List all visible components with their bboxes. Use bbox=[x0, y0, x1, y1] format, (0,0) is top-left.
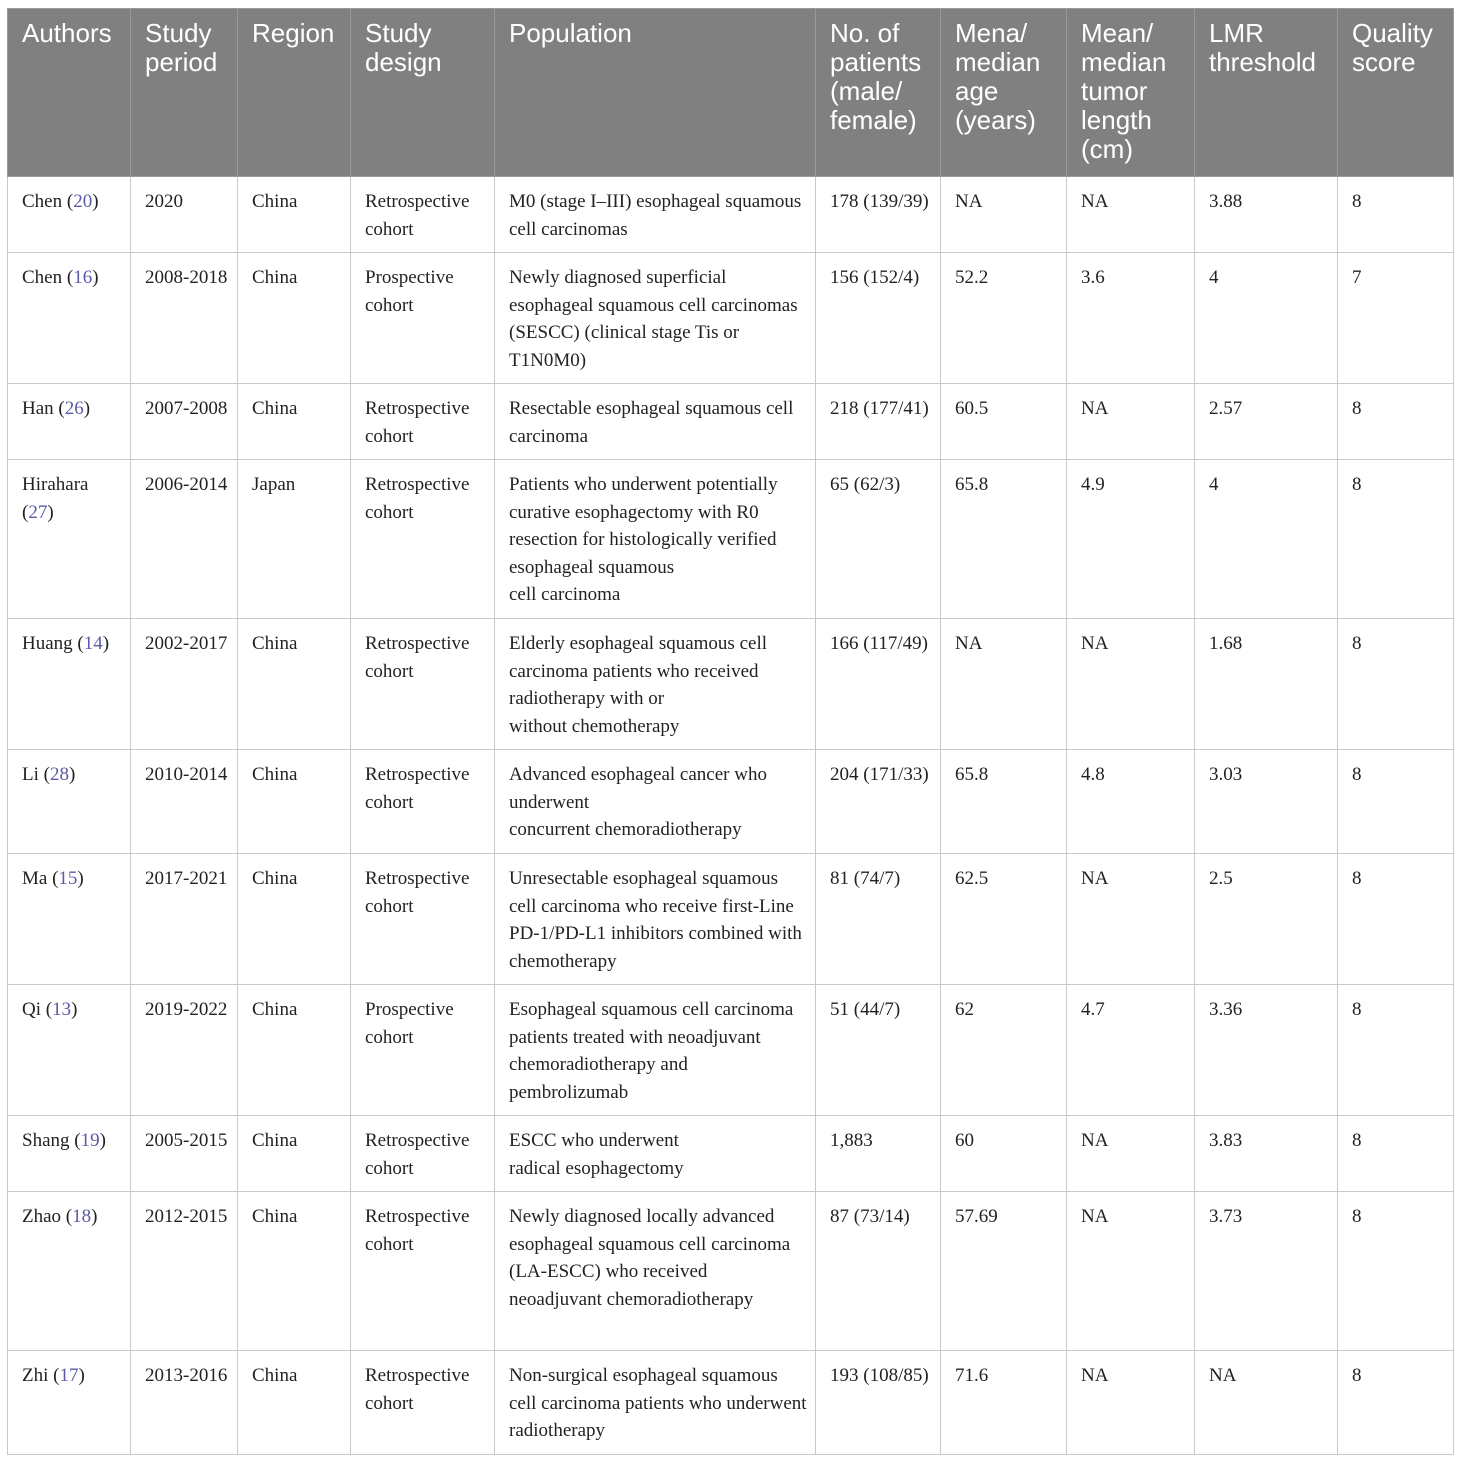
cell-population: M0 (stage I–III) esophageal squamous cell carcinomas bbox=[495, 177, 816, 253]
cell-population: Newly diagnosed superficial esophageal squamous cell carcinomas (SESCC) (clinical stage Tis or T1N0M0) bbox=[495, 253, 816, 384]
cell-study-design: Retrospective cohort bbox=[351, 1116, 495, 1192]
cell-no-of-patients: 204 (171/33) bbox=[816, 750, 941, 854]
cell-tumor-length: 4.7 bbox=[1067, 985, 1195, 1116]
table-row bbox=[8, 460, 1454, 619]
cell-study-design: Retrospective cohort bbox=[351, 177, 495, 253]
cell-author: Chen (20) bbox=[8, 177, 131, 253]
cell-no-of-patients: 218 (177/41) bbox=[816, 384, 941, 460]
cell-tumor-length: NA bbox=[1067, 1116, 1195, 1192]
cell-quality-score: 8 bbox=[1338, 1192, 1454, 1351]
cell-study-design: Retrospective cohort bbox=[351, 384, 495, 460]
reference-link[interactable]: 28 bbox=[49, 764, 69, 785]
cell-population: Esophageal squamous cell carcinoma patients treated with neoadjuvant chemoradiotherapy and pembrolizumab bbox=[495, 985, 816, 1116]
cell-region: China bbox=[238, 177, 351, 253]
cell-tumor-length: 4.8 bbox=[1067, 750, 1195, 854]
header-row bbox=[8, 9, 1454, 177]
table-body bbox=[8, 177, 1454, 1455]
cell-study-period: 2006-2014 bbox=[131, 460, 238, 619]
cell-no-of-patients: 1,883 bbox=[816, 1116, 941, 1192]
cell-age: 62 bbox=[941, 985, 1067, 1116]
cell-study-design: Retrospective cohort bbox=[351, 1351, 495, 1455]
cell-study-period: 2020 bbox=[131, 177, 238, 253]
cell-lmr-threshold: 3.36 bbox=[1195, 985, 1338, 1116]
cell-quality-score: 7 bbox=[1338, 253, 1454, 384]
cell-age: 62.5 bbox=[941, 854, 1067, 985]
cell-population: Elderly esophageal squamous cell carcinoma patients who received radiotherapy with or without chemotherapy bbox=[495, 619, 816, 750]
cell-author: Han (26) bbox=[8, 384, 131, 460]
cell-age: 60 bbox=[941, 1116, 1067, 1192]
cell-study-design: Prospective cohort bbox=[351, 985, 495, 1116]
cell-region: China bbox=[238, 985, 351, 1116]
author-name: Zhao bbox=[22, 1206, 62, 1227]
cell-quality-score: 8 bbox=[1338, 985, 1454, 1116]
cell-population: Patients who underwent potentially curative esophagectomy with R0 resection for histologically verified esophageal squamous cell carcinoma bbox=[495, 460, 816, 619]
cell-no-of-patients: 87 (73/14) bbox=[816, 1192, 941, 1351]
cell-tumor-length: NA bbox=[1067, 384, 1195, 460]
study-characteristics-table bbox=[7, 8, 1454, 1455]
table-row bbox=[8, 253, 1454, 384]
cell-study-design: Retrospective cohort bbox=[351, 1192, 495, 1351]
cell-lmr-threshold: 3.88 bbox=[1195, 177, 1338, 253]
cell-region: China bbox=[238, 750, 351, 854]
cell-quality-score: 8 bbox=[1338, 619, 1454, 750]
author-name: Ma bbox=[22, 868, 48, 889]
cell-study-period: 2008-2018 bbox=[131, 253, 238, 384]
cell-study-period: 2010-2014 bbox=[131, 750, 238, 854]
cell-population: Unresectable esophageal squamous cell carcinoma who receive first-Line PD-1/PD-L1 inhibitors combined with chemotherapy bbox=[495, 854, 816, 985]
cell-population: Resectable esophageal squamous cell carcinoma bbox=[495, 384, 816, 460]
table-row bbox=[8, 619, 1454, 750]
reference-link[interactable]: 14 bbox=[83, 633, 103, 654]
cell-tumor-length: 4.9 bbox=[1067, 460, 1195, 619]
reference-link[interactable]: 27 bbox=[28, 501, 48, 523]
cell-study-design: Retrospective cohort bbox=[351, 619, 495, 750]
table-row bbox=[8, 1192, 1454, 1351]
reference-link[interactable]: 13 bbox=[52, 999, 72, 1020]
cell-region: China bbox=[238, 1192, 351, 1351]
header-population: Population bbox=[495, 9, 816, 177]
cell-author: Zhao (18) bbox=[8, 1192, 131, 1351]
table-row bbox=[8, 750, 1454, 854]
cell-quality-score: 8 bbox=[1338, 1351, 1454, 1455]
cell-region: China bbox=[238, 619, 351, 750]
author-name: Shang bbox=[22, 1130, 70, 1151]
cell-tumor-length: NA bbox=[1067, 1351, 1195, 1455]
cell-no-of-patients: 65 (62/3) bbox=[816, 460, 941, 619]
cell-author: Qi (13) bbox=[8, 985, 131, 1116]
cell-author: Chen (16) bbox=[8, 253, 131, 384]
cell-age: 71.6 bbox=[941, 1351, 1067, 1455]
cell-no-of-patients: 178 (139/39) bbox=[816, 177, 941, 253]
reference-link[interactable]: 17 bbox=[59, 1365, 79, 1386]
table-row bbox=[8, 1116, 1454, 1192]
cell-tumor-length: NA bbox=[1067, 619, 1195, 750]
cell-region: China bbox=[238, 854, 351, 985]
cell-tumor-length: NA bbox=[1067, 854, 1195, 985]
cell-no-of-patients: 166 (117/49) bbox=[816, 619, 941, 750]
cell-study-design: Prospective cohort bbox=[351, 253, 495, 384]
cell-region: China bbox=[238, 1116, 351, 1192]
reference-link[interactable]: 20 bbox=[73, 191, 93, 212]
table-row bbox=[8, 1351, 1454, 1455]
cell-lmr-threshold: 1.68 bbox=[1195, 619, 1338, 750]
reference-link[interactable]: 26 bbox=[64, 398, 84, 419]
cell-age: NA bbox=[941, 177, 1067, 253]
cell-lmr-threshold: 2.57 bbox=[1195, 384, 1338, 460]
cell-lmr-threshold: NA bbox=[1195, 1351, 1338, 1455]
author-name: Chen bbox=[22, 267, 63, 288]
cell-no-of-patients: 193 (108/85) bbox=[816, 1351, 941, 1455]
header-study-period: Study period bbox=[131, 9, 238, 177]
cell-age: 60.5 bbox=[941, 384, 1067, 460]
cell-lmr-threshold: 3.83 bbox=[1195, 1116, 1338, 1192]
cell-study-period: 2005-2015 bbox=[131, 1116, 238, 1192]
cell-age: 65.8 bbox=[941, 750, 1067, 854]
cell-lmr-threshold: 2.5 bbox=[1195, 854, 1338, 985]
table-row bbox=[8, 985, 1454, 1116]
reference-link[interactable]: 16 bbox=[73, 267, 93, 288]
cell-age: 65.8 bbox=[941, 460, 1067, 619]
cell-tumor-length: 3.6 bbox=[1067, 253, 1195, 384]
cell-lmr-threshold: 4 bbox=[1195, 253, 1338, 384]
table-row bbox=[8, 854, 1454, 985]
cell-study-design: Retrospective cohort bbox=[351, 460, 495, 619]
cell-no-of-patients: 81 (74/7) bbox=[816, 854, 941, 985]
author-name: Li bbox=[22, 764, 39, 785]
cell-author: Zhi (17) bbox=[8, 1351, 131, 1455]
cell-study-period: 2012-2015 bbox=[131, 1192, 238, 1351]
cell-author: Hirahara (27) bbox=[8, 460, 131, 619]
cell-lmr-threshold: 4 bbox=[1195, 460, 1338, 619]
cell-quality-score: 8 bbox=[1338, 1116, 1454, 1192]
header-age: Mena/ median age (years) bbox=[941, 9, 1067, 177]
cell-quality-score: 8 bbox=[1338, 854, 1454, 985]
cell-quality-score: 8 bbox=[1338, 177, 1454, 253]
cell-age: 57.69 bbox=[941, 1192, 1067, 1351]
cell-region: China bbox=[238, 1351, 351, 1455]
cell-lmr-threshold: 3.73 bbox=[1195, 1192, 1338, 1351]
cell-population: Newly diagnosed locally advanced esophageal squamous cell carcinoma (LA-ESCC) who received neoadjuvant chemoradiotherapy bbox=[495, 1192, 816, 1351]
author-name: Qi bbox=[22, 999, 41, 1020]
cell-no-of-patients: 156 (152/4) bbox=[816, 253, 941, 384]
cell-no-of-patients: 51 (44/7) bbox=[816, 985, 941, 1116]
reference-link[interactable]: 19 bbox=[80, 1130, 100, 1151]
cell-age: NA bbox=[941, 619, 1067, 750]
table-header bbox=[8, 9, 1454, 177]
author-name: Han bbox=[22, 398, 54, 419]
cell-age: 52.2 bbox=[941, 253, 1067, 384]
cell-study-period: 2002-2017 bbox=[131, 619, 238, 750]
cell-tumor-length: NA bbox=[1067, 1192, 1195, 1351]
cell-region: Japan bbox=[238, 460, 351, 619]
cell-author: Huang (14) bbox=[8, 619, 131, 750]
cell-author: Shang (19) bbox=[8, 1116, 131, 1192]
header-region: Region bbox=[238, 9, 351, 177]
author-name: Zhi bbox=[22, 1365, 49, 1386]
author-name: Huang bbox=[22, 633, 73, 654]
reference-link[interactable]: 15 bbox=[58, 868, 78, 889]
cell-author: Li (28) bbox=[8, 750, 131, 854]
cell-study-period: 2019-2022 bbox=[131, 985, 238, 1116]
author-name: Chen bbox=[22, 191, 63, 212]
author-name: Hirahara bbox=[22, 474, 89, 495]
cell-tumor-length: NA bbox=[1067, 177, 1195, 253]
cell-population: Non-surgical esophageal squamous cell carcinoma patients who underwent radiotherapy bbox=[495, 1351, 816, 1455]
cell-population: ESCC who underwent radical esophagectomy bbox=[495, 1116, 816, 1192]
cell-population: Advanced esophageal cancer who underwent concurrent chemoradiotherapy bbox=[495, 750, 816, 854]
header-authors: Authors bbox=[8, 9, 131, 177]
header-study-design: Study design bbox=[351, 9, 495, 177]
cell-quality-score: 8 bbox=[1338, 384, 1454, 460]
cell-study-period: 2013-2016 bbox=[131, 1351, 238, 1455]
reference-link[interactable]: 18 bbox=[72, 1206, 92, 1227]
header-quality-score: Quality score bbox=[1338, 9, 1454, 177]
cell-author: Ma (15) bbox=[8, 854, 131, 985]
cell-study-period: 2017-2021 bbox=[131, 854, 238, 985]
cell-quality-score: 8 bbox=[1338, 460, 1454, 619]
cell-quality-score: 8 bbox=[1338, 750, 1454, 854]
cell-region: China bbox=[238, 253, 351, 384]
table-row bbox=[8, 384, 1454, 460]
cell-study-period: 2007-2008 bbox=[131, 384, 238, 460]
cell-study-design: Retrospective cohort bbox=[351, 750, 495, 854]
header-tumor-length: Mean/ median tumor length (cm) bbox=[1067, 9, 1195, 177]
cell-lmr-threshold: 3.03 bbox=[1195, 750, 1338, 854]
cell-study-design: Retrospective cohort bbox=[351, 854, 495, 985]
cell-region: China bbox=[238, 384, 351, 460]
header-no-of-patients: No. of patients (male/ female) bbox=[816, 9, 941, 177]
table-row bbox=[8, 177, 1454, 253]
header-lmr-threshold: LMR threshold bbox=[1195, 9, 1338, 177]
